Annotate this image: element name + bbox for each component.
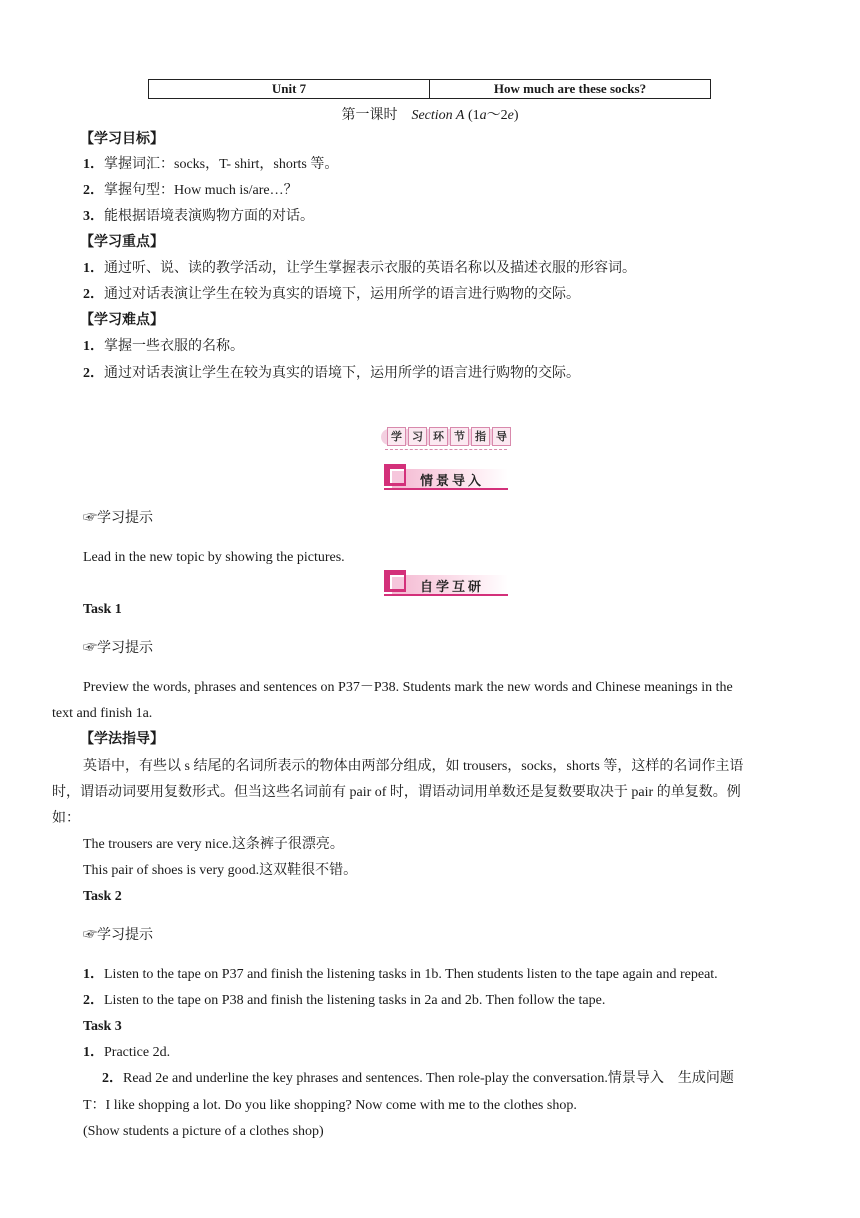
lesson-range-a: a xyxy=(479,108,487,123)
lesson-range-close: ) xyxy=(513,108,519,123)
task3-label: Task 3 xyxy=(83,1019,122,1034)
lesson-range-open: (1 xyxy=(464,108,480,123)
lesson-subtitle xyxy=(0,104,860,124)
method-line1: 英语中，有些以 s 结尾的名词所表示的物体由两部分组成，如 trousers，socks，shorts 等，这样的名词作主语 xyxy=(83,759,744,774)
lesson-range-tilde: ～2 xyxy=(486,108,508,123)
section-header-self-study xyxy=(384,570,508,596)
goal-num: 1． xyxy=(83,157,104,172)
teacher-line: T：I like shopping a lot. Do you like shopping? Now come with me to the clothes shop. xyxy=(83,1098,577,1113)
task2-item xyxy=(83,965,718,985)
unit-title: How much are these socks? xyxy=(429,80,710,98)
task3-item xyxy=(83,1043,170,1063)
task2-num: 1． xyxy=(83,967,104,982)
key-point-num: 2． xyxy=(83,287,104,302)
section-guide-banner xyxy=(381,427,511,449)
unit-header-table xyxy=(148,79,711,99)
section-title: 情景导入 xyxy=(420,474,485,489)
goal-item xyxy=(83,181,298,201)
tip-label: ☞学习提示 xyxy=(83,511,153,526)
goals-heading: 【学习目标】 xyxy=(80,132,164,147)
section-header-scenario xyxy=(384,464,508,490)
method-line2: 时，谓语动词要用复数形式。但当这些名词前有 pair of 时，谓语动词用单数还是复数要取决于 pair 的单复数。例 xyxy=(52,785,741,800)
banner-char: 学 xyxy=(387,427,406,446)
goal-num: 3． xyxy=(83,209,104,224)
goal-item xyxy=(83,155,338,175)
section-square-inner xyxy=(390,469,404,483)
key-point-num: 1． xyxy=(83,261,104,276)
method-example1: The trousers are very nice.这条裤子很漂亮。 xyxy=(83,837,344,852)
task3-text: Read 2e and underline the key phrases and sentences. Then role-play the conversation.情景导入 生成问题 xyxy=(123,1071,734,1086)
goal-item xyxy=(83,207,314,227)
method-line3: 如： xyxy=(52,811,80,826)
difficulty-item xyxy=(83,364,580,384)
key-point-text: 通过听、说、读的教学活动，让学生掌握表示衣服的英语名称以及描述衣服的形容词。 xyxy=(104,261,636,276)
task2-label: Task 2 xyxy=(83,889,122,904)
banner-char: 指 xyxy=(471,427,490,446)
lesson-period: 第一课时 xyxy=(341,108,398,123)
goal-num: 2． xyxy=(83,183,104,198)
difficulty-text: 掌握一些衣服的名称。 xyxy=(104,339,244,354)
task3-item xyxy=(102,1069,734,1089)
task3-num: 2． xyxy=(102,1071,123,1086)
banner-char: 节 xyxy=(450,427,469,446)
task1-label: Task 1 xyxy=(83,602,122,617)
task1-tip: ☞学习提示 xyxy=(83,641,153,656)
method-heading: 【学法指导】 xyxy=(80,732,164,747)
difficulty-item xyxy=(83,337,244,357)
lesson-range-e: e xyxy=(507,108,514,123)
section-square-inner xyxy=(390,575,404,589)
difficulty-num: 2． xyxy=(83,366,104,381)
key-points-heading: 【学习重点】 xyxy=(80,235,164,250)
banner-dashed-line xyxy=(385,449,507,450)
banner-char: 环 xyxy=(429,427,448,446)
banner-char: 习 xyxy=(408,427,427,446)
difficulty-text: 通过对话表演让学生在较为真实的语境下，运用所学的语言进行购物的交际。 xyxy=(104,366,580,381)
lead-in-text: Lead in the new topic by showing the pictures. xyxy=(83,550,345,565)
method-example2: This pair of shoes is very good.这双鞋很不错。 xyxy=(83,863,358,878)
banner-char: 导 xyxy=(492,427,511,446)
teacher-note: (Show students a picture of a clothes shop) xyxy=(83,1124,324,1139)
task2-num: 2． xyxy=(83,993,104,1008)
task3-num: 1． xyxy=(83,1045,104,1060)
goal-text: 掌握句型：How much is/are…？ xyxy=(104,183,298,198)
task2-text: Listen to the tape on P38 and finish the listening tasks in 2a and 2b. Then follow the tape. xyxy=(104,993,606,1008)
task1-line2: text and finish 1a. xyxy=(52,706,153,721)
lesson-section: Section A xyxy=(411,108,465,123)
key-point-item xyxy=(83,259,636,279)
difficulty-num: 1． xyxy=(83,339,104,354)
key-point-text: 通过对话表演让学生在较为真实的语境下，运用所学的语言进行购物的交际。 xyxy=(104,287,580,302)
task2-tip: ☞学习提示 xyxy=(83,928,153,943)
unit-label: Unit 7 xyxy=(271,81,307,96)
task3-text: Practice 2d. xyxy=(104,1045,171,1060)
task2-item xyxy=(83,991,605,1011)
key-point-item xyxy=(83,285,580,305)
section-title: 自学互研 xyxy=(420,580,485,595)
goal-text: 能根据语境表演购物方面的对话。 xyxy=(104,209,314,224)
task2-text: Listen to the tape on P37 and finish the listening tasks in 1b. Then students listen to the tape again and repeat. xyxy=(104,967,718,982)
task1-line1: Preview the words, phrases and sentences on P37－P38. Students mark the new words and Chinese meanings in the xyxy=(83,680,733,695)
goal-text: 掌握词汇：socks，T- shirt，shorts 等。 xyxy=(104,157,339,172)
difficulties-heading: 【学习难点】 xyxy=(80,313,164,328)
